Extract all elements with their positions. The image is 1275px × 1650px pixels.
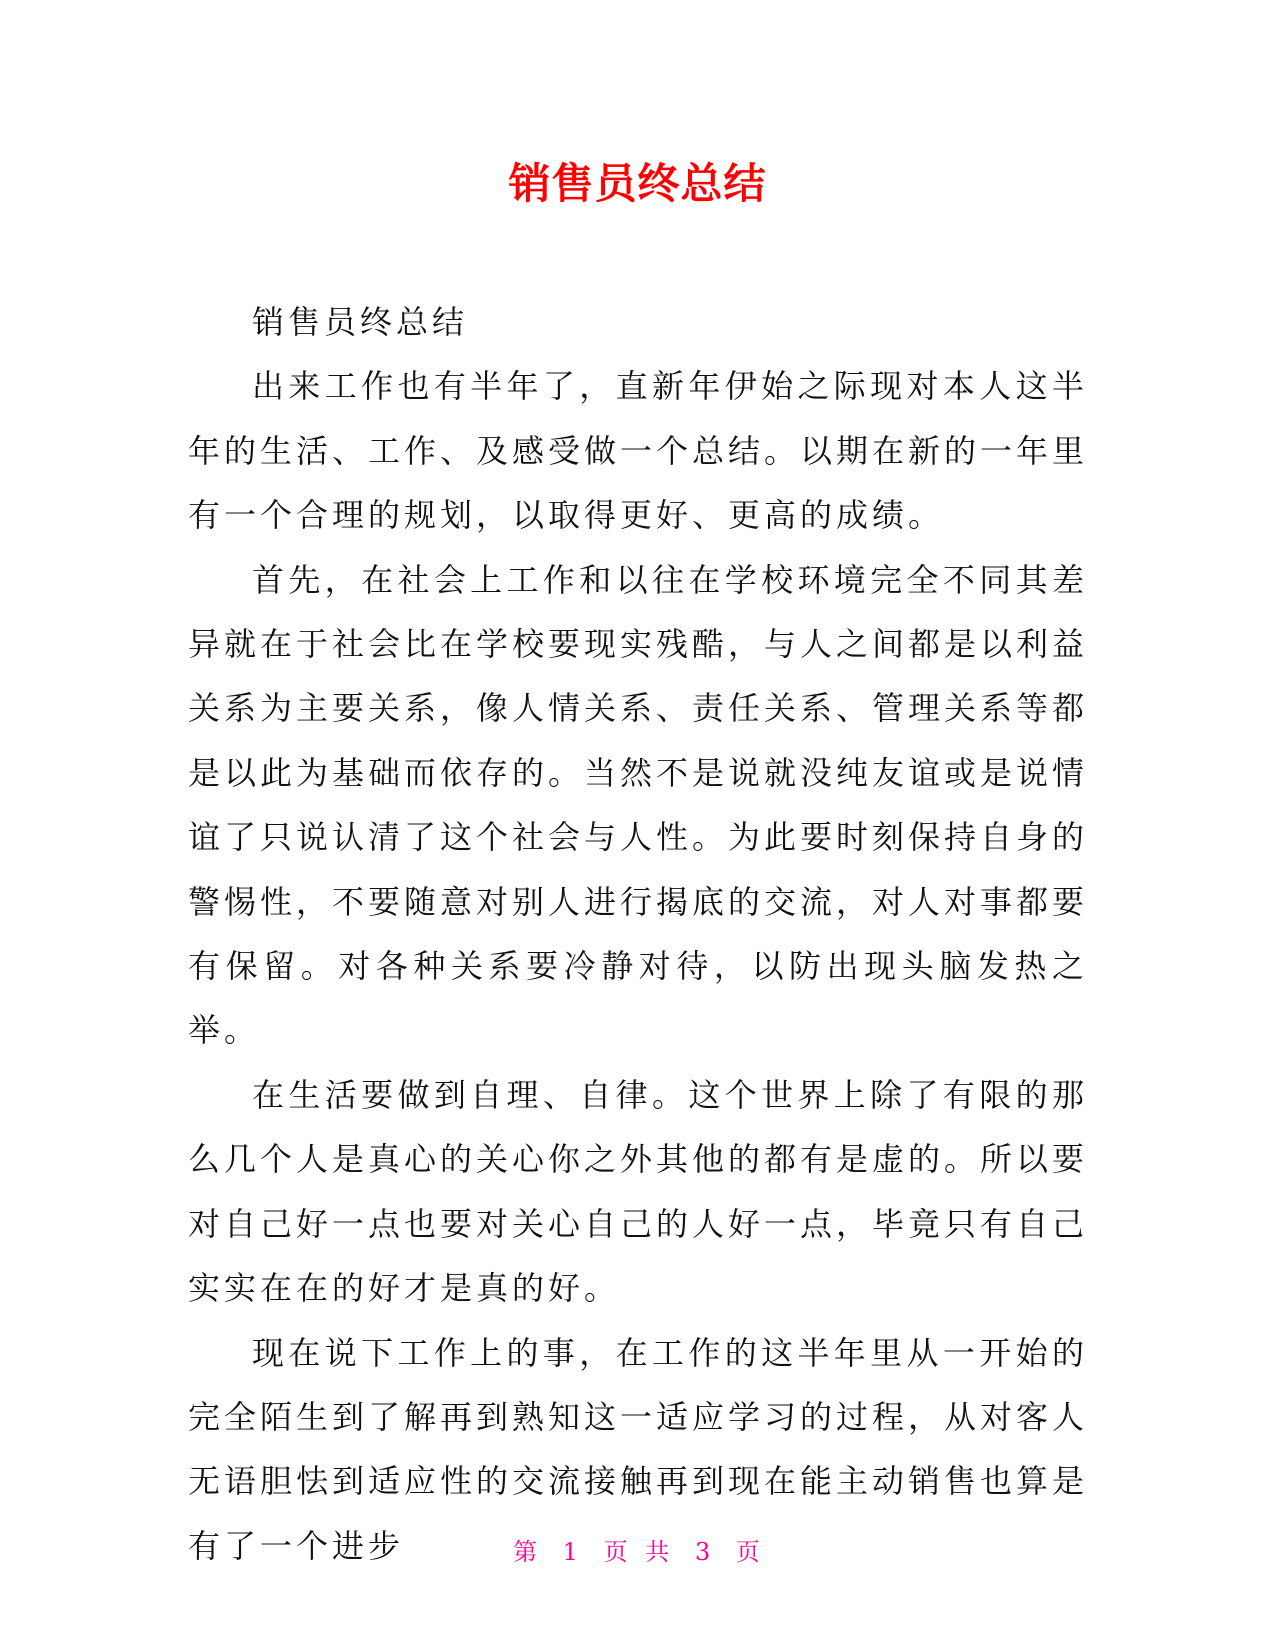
footer-suffix: 页 xyxy=(735,1538,762,1566)
page-number-footer xyxy=(0,1537,1275,1567)
paragraph-society: 首先，在社会上工作和以往在学校环境完全不同其差异就在于社会比在学校要现实残酷，与人之间都是以利益关系为主要关系，像人情关系、责任关系、管理关系等都是以此为基础而依存的。当然不是说就没纯友谊或是说情谊了只说认清了这个社会与人性。为此要时刻保持自身的警惕性，不要随意对别人进行揭底的交流，对人对事都要有保留。对各种关系要冷静对待，以防出现头脑发热之举。 xyxy=(188,560,1089,1050)
document-title: 销售员终总结 xyxy=(508,159,767,208)
paragraph-work: 现在说下工作上的事，在工作的这半年里从一开始的完全陌生到了解再到熟知这一适应学习的过程，从对客人无语胆怯到适应性的交流接触再到现在能主动销售也算是有了一个进步 xyxy=(188,1333,1089,1565)
paragraph-life: 在生活要做到自理、自律。这个世界上除了有限的那么几个人是真心的关心你之外其他的都有是虚的。所以要对自己好一点也要对关心自己的人好一点，毕竟只有自己实实在在的好才是真的好。 xyxy=(188,1075,1089,1308)
footer-current-page: 1 xyxy=(562,1538,581,1566)
paragraph-heading: 销售员终总结 xyxy=(252,303,469,341)
footer-middle: 页 共 xyxy=(603,1538,672,1566)
paragraph-intro: 出来工作也有半年了，直新年伊始之际现对本人这半年的生活、工作、及感受做一个总结。以期在新的一年里有一个合理的规划，以取得更好、更高的成绩。 xyxy=(188,367,1089,535)
footer-total-pages: 3 xyxy=(694,1538,713,1566)
footer-prefix: 第 xyxy=(513,1538,540,1566)
document-body xyxy=(188,290,1088,1578)
